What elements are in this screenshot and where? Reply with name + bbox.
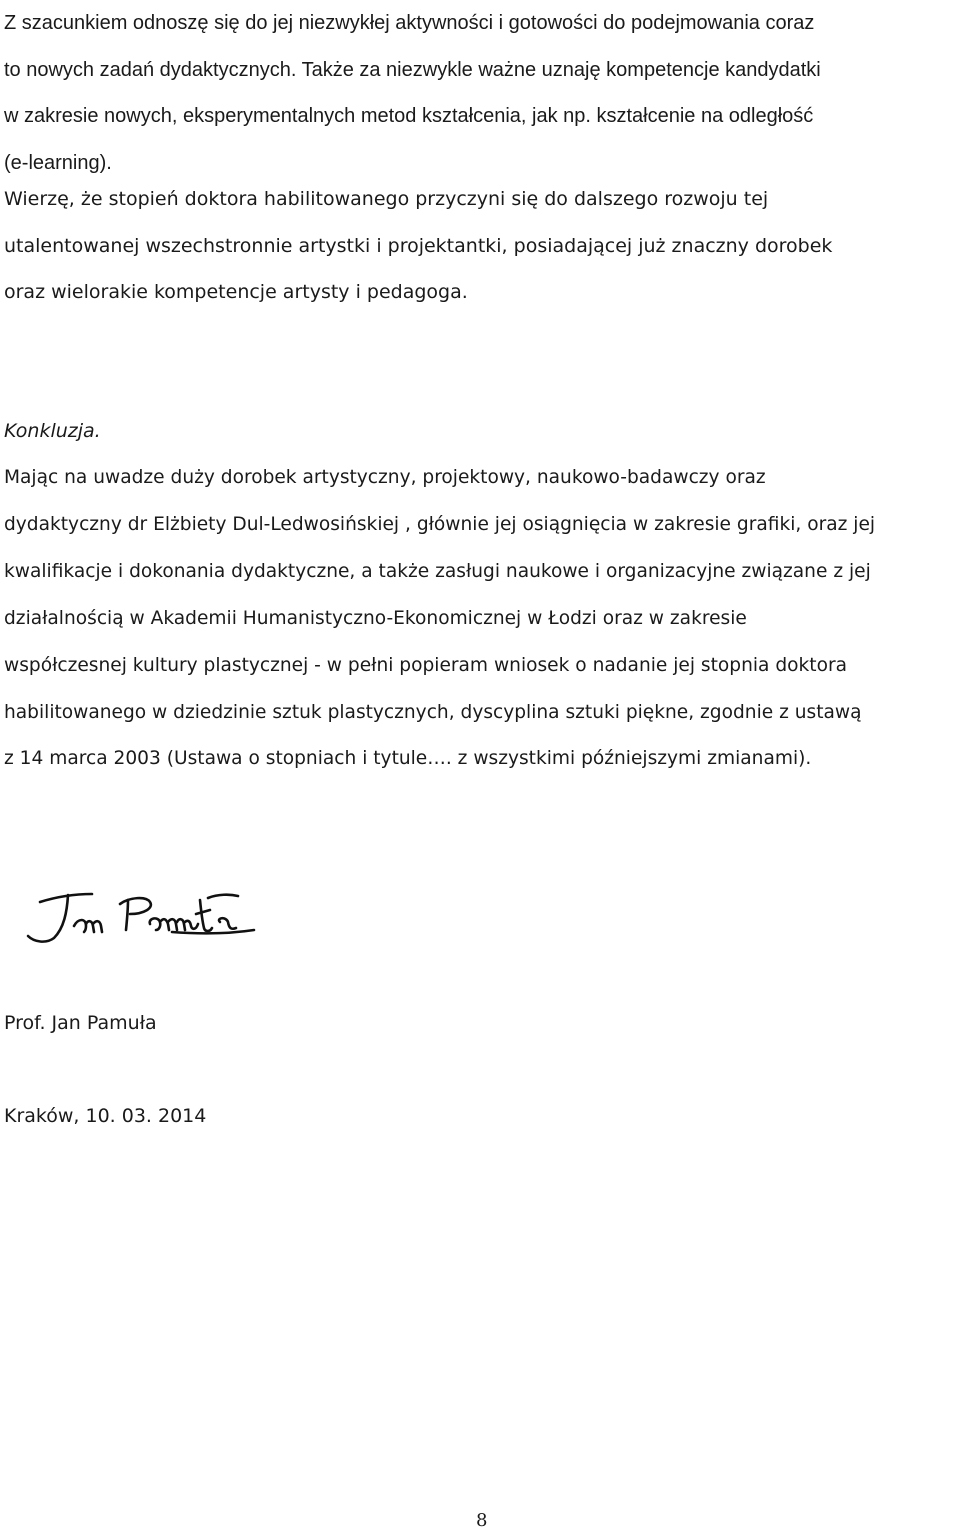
text-line: (e-learning). <box>4 151 112 174</box>
text-line: oraz wielorakie kompetencje artysty i pedagoga. <box>4 281 468 303</box>
text-line: kwalifikacje i dokonania dydaktyczne, a także zasługi naukowe i organizacyjne związane z jej <box>4 560 871 582</box>
paragraph-conclusion <box>4 455 875 783</box>
text-line: z 14 marca 2003 (Ustawa o stopniach i tytule…. z wszystkimi późniejszymi zmianami). <box>4 748 812 770</box>
paragraph-appreciation <box>4 0 821 186</box>
text-line: to nowych zadań dydaktycznych. Także za niezwykle ważne uznaję kompetencje kandydatki <box>4 58 821 81</box>
text-line: w zakresie nowych, eksperymentalnych metod kształcenia, jak np. kształcenie na odległość <box>4 105 814 127</box>
text-line: Mając na uwadze duży dorobek artystyczny, projektowy, naukowo-badawczy oraz <box>4 467 766 488</box>
text-line: dydaktyczny dr Elżbiety Dul-Ledwosińskiej , głównie jej osiągnięcia w zakresie grafiki, oraz jej <box>4 513 876 535</box>
conclusion-heading: Konkluzja. <box>4 420 101 442</box>
text-line: Wierzę, że stopień doktora habilitowanego przyczyni się do dalszego rozwoju tej <box>4 188 769 210</box>
text-line: utalentowanej wszechstronnie artystki i projektantki, posiadającej już znaczny dorobek <box>4 234 833 257</box>
text-line: współczesnej kultury plastycznej - w pełni popieram wniosek o nadanie jej stopnia doktora <box>4 654 847 676</box>
text-line: działalnością w Akademii Humanistyczno-Ekonomicznej w Łodzi oraz w zakresie <box>4 607 747 629</box>
handwritten-signature <box>22 880 262 950</box>
place-and-date: Kraków, 10. 03. 2014 <box>4 1105 207 1127</box>
paragraph-belief <box>4 176 832 316</box>
text-line: habilitowanego w dziedzinie sztuk plastycznych, dyscyplina sztuki piękne, zgodnie z ustawą <box>4 701 862 723</box>
text-line: Z szacunkiem odnoszę się do jej niezwykłej aktywności i gotowości do podejmowania coraz <box>4 12 815 34</box>
page-number: 8 <box>476 1510 488 1531</box>
author-name: Prof. Jan Pamuła <box>4 1012 157 1034</box>
